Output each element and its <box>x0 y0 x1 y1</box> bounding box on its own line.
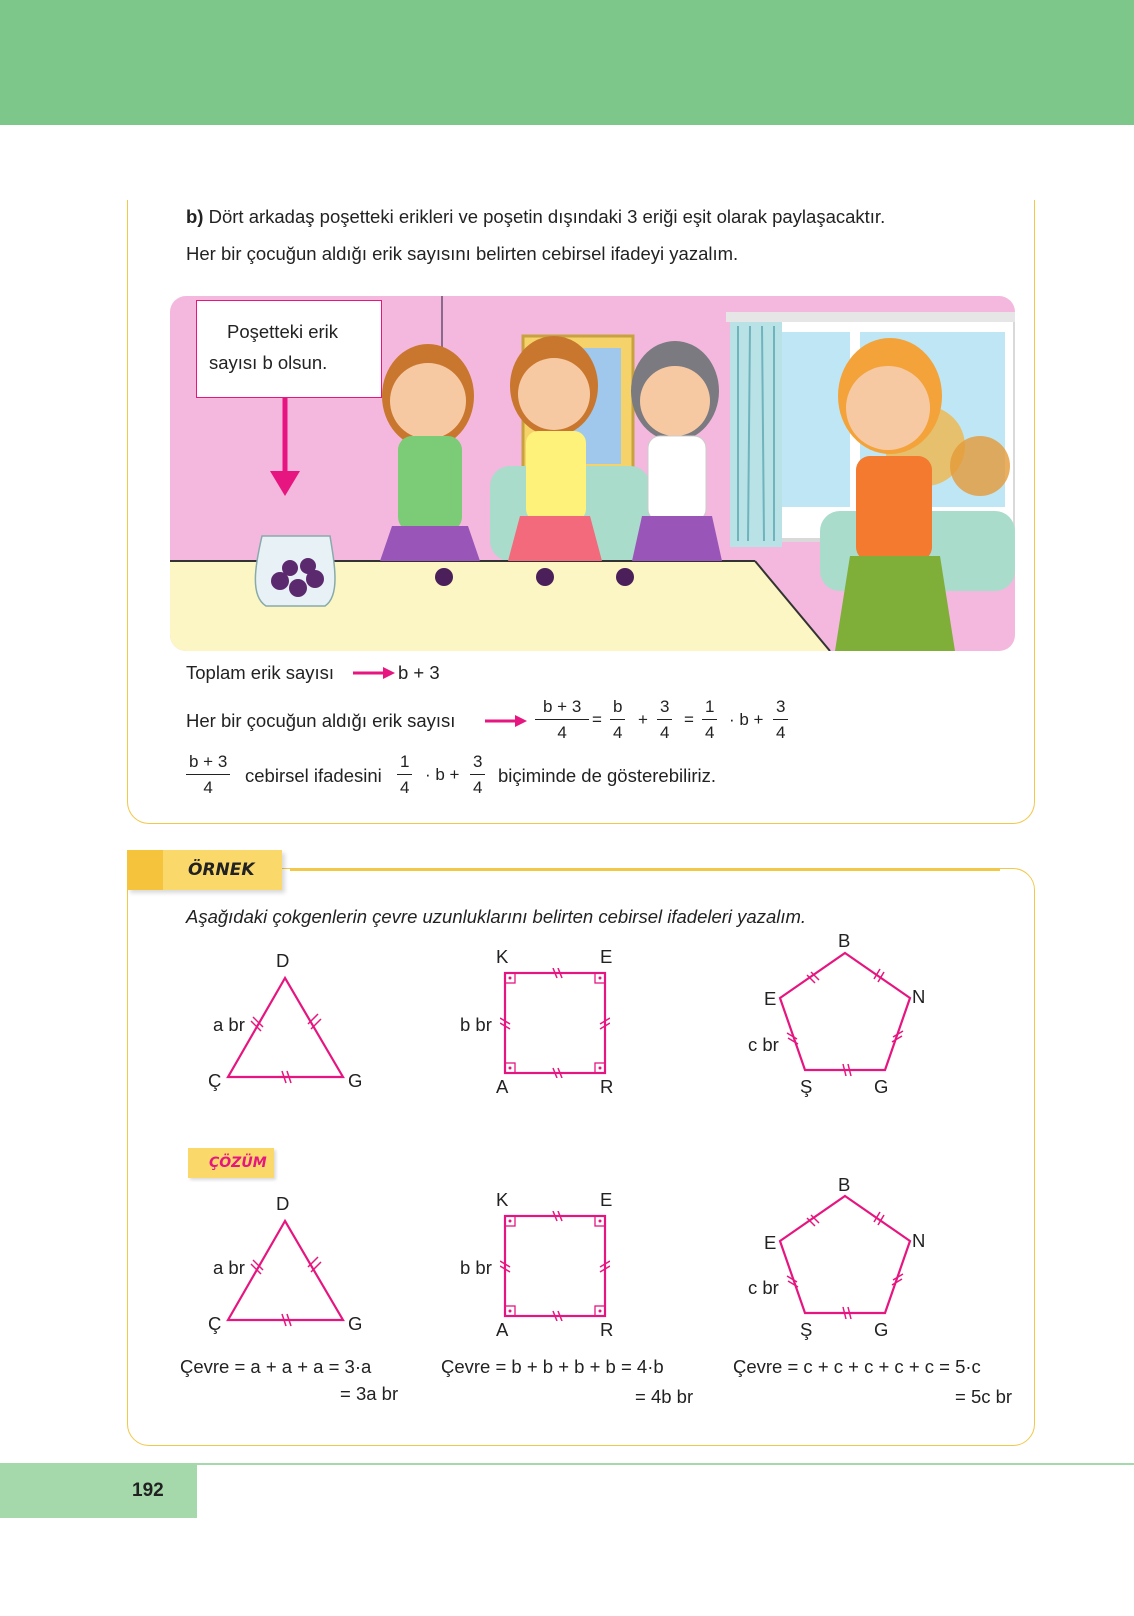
vertex-label: B <box>838 930 851 951</box>
side-label: c br <box>748 1277 779 1298</box>
arrow-icon <box>485 713 529 729</box>
vertex-label: E <box>600 1189 613 1210</box>
numerator: 1 <box>702 697 717 720</box>
side-label: a br <box>213 1014 245 1035</box>
denominator: 4 <box>473 778 483 797</box>
denominator: 4 <box>776 723 786 742</box>
callout-line2: sayısı b olsun. <box>209 352 328 373</box>
footer-line <box>197 1463 1134 1465</box>
denominator: 4 <box>660 723 670 742</box>
vertex-label: E <box>600 946 613 967</box>
total-expr: b + 3 <box>398 662 440 683</box>
square-perimeter: Çevre = b + b + b + b = 4·b <box>441 1356 664 1377</box>
triangle-perimeter: Çevre = a + a + a = 3·a <box>180 1356 372 1377</box>
denominator: 4 <box>705 723 715 742</box>
header-band <box>0 0 1134 125</box>
each-label: Her bir çocuğun aldığı erik sayısı <box>186 710 456 731</box>
numerator: 3 <box>773 697 788 720</box>
vertex-label: B <box>838 1174 851 1195</box>
pentagon-perimeter: Çevre = c + c + c + c + c = 5·c <box>733 1356 981 1377</box>
triangle-perimeter-result: = 3a br <box>340 1383 399 1404</box>
fraction <box>702 697 717 744</box>
vertex-label: K <box>496 946 509 967</box>
vertex-label: R <box>600 1319 614 1340</box>
fraction <box>470 752 485 799</box>
fraction <box>773 697 788 744</box>
numerator: 1 <box>397 752 412 775</box>
example-prompt: Aşağıdaki çokgenlerin çevre uzunluklarını belirten cebirsel ifadeleri yazalım. <box>186 906 807 927</box>
vertex-label: D <box>276 950 290 971</box>
pentagon-figure <box>770 1188 920 1323</box>
fraction <box>186 752 230 799</box>
vertex-label: N <box>912 986 926 1007</box>
fraction <box>610 697 625 744</box>
part-b-line1 <box>186 206 885 228</box>
fraction <box>397 752 412 799</box>
callout-line1: Poşetteki erik <box>227 321 339 342</box>
footer-bar <box>0 1463 197 1518</box>
solution-tag: ÇÖZÜM <box>209 1155 267 1171</box>
square-figure <box>500 1211 610 1321</box>
arrow-icon <box>353 665 397 681</box>
numerator: b + 3 <box>535 697 589 720</box>
vertex-label: A <box>496 1076 509 1097</box>
pentagon-figure <box>770 945 920 1080</box>
vertex-label: N <box>912 1230 926 1251</box>
numerator: 3 <box>657 697 672 720</box>
dot-b-plus: · b + <box>729 710 764 729</box>
numerator: b <box>610 697 625 720</box>
side-label: b br <box>460 1014 492 1035</box>
denominator: 4 <box>557 723 567 742</box>
denominator: 4 <box>613 723 623 742</box>
callout-box <box>196 300 382 398</box>
equals-sign: = <box>592 710 602 729</box>
pentagon-perimeter-result: = 5c br <box>955 1386 1013 1407</box>
denominator: 4 <box>203 778 213 797</box>
vertex-label: A <box>496 1319 509 1340</box>
vertex-label: R <box>600 1076 614 1097</box>
vertex-label: G <box>874 1319 889 1340</box>
fraction <box>657 697 672 744</box>
side-label: c br <box>748 1034 779 1055</box>
bicimde-text: biçiminde de gösterebiliriz. <box>498 765 716 786</box>
total-label: Toplam erik sayısı <box>186 662 335 683</box>
side-label: a br <box>213 1257 245 1278</box>
equals-sign: = <box>684 710 694 729</box>
numerator: 3 <box>470 752 485 775</box>
fraction <box>535 697 589 744</box>
vertex-label: D <box>276 1193 290 1214</box>
numerator: b + 3 <box>186 752 230 775</box>
cebirsel-text: cebirsel ifadesini <box>245 765 382 786</box>
vertex-label: E <box>764 988 777 1009</box>
vertex-label: G <box>348 1313 363 1334</box>
dot-b-plus: · b + <box>425 765 460 784</box>
part-b-line1-text: Dört arkadaş poşetteki erikleri ve poşetin dışındaki 3 eriği eşit olarak paylaşacaktır. <box>208 206 886 227</box>
side-label: b br <box>460 1257 492 1278</box>
vertex-label: K <box>496 1189 509 1210</box>
vertex-label: E <box>764 1232 777 1253</box>
part-b-line2: Her bir çocuğun aldığı erik sayısını belirten cebirsel ifadeyi yazalım. <box>186 243 739 264</box>
vertex-label: G <box>348 1070 363 1091</box>
vertex-label: Ş <box>800 1319 813 1340</box>
page-number: 192 <box>132 1480 164 1501</box>
plus-sign: + <box>638 710 648 729</box>
square-perimeter-result: = 4b br <box>635 1386 694 1407</box>
vertex-label: Ş <box>800 1076 813 1097</box>
part-b-label: b) <box>186 206 204 227</box>
square-figure <box>500 968 610 1078</box>
example-tag: ÖRNEK <box>188 860 255 880</box>
denominator: 4 <box>400 778 410 797</box>
vertex-label: Ç <box>208 1070 222 1091</box>
plum-bag <box>255 536 335 606</box>
vertex-label: G <box>874 1076 889 1097</box>
vertex-label: Ç <box>208 1313 222 1334</box>
